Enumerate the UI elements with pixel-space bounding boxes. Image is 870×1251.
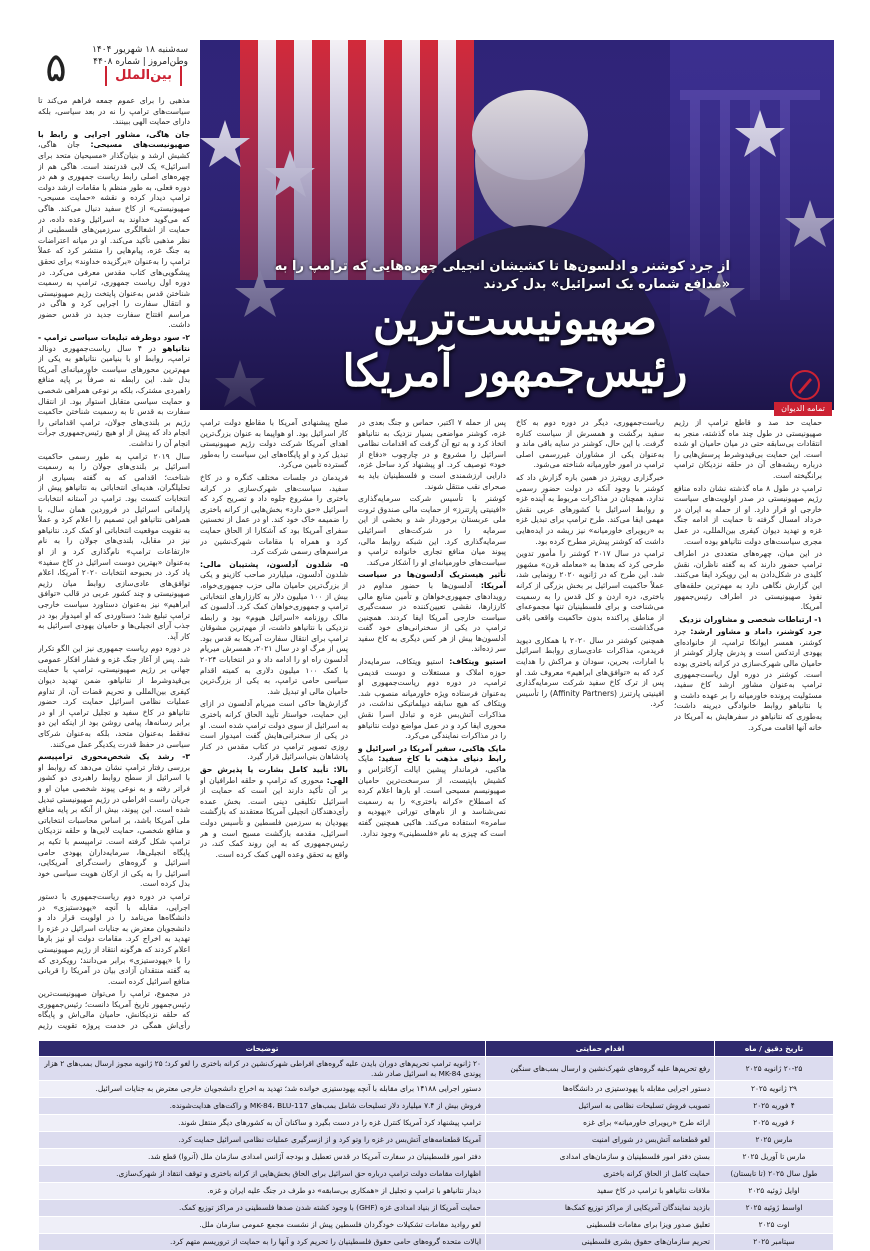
- column-badge: [774, 368, 832, 416]
- paragraph-lead: مایک هاکبی، سفیر آمریکا در اسرائیل و رابط دنیای مذهب با کاخ سفید:: [358, 743, 506, 764]
- cell-date: مارس ۲۰۲۵: [715, 1132, 834, 1149]
- table-row: [39, 1166, 834, 1183]
- cell-date: طول سال ۲۰۲۵ (تا تابستان): [715, 1166, 834, 1183]
- paragraph-text: مذهبی را برای عموم جمعه فراهم می‌کند تا سیاست‌های ترامپ را نه در بعد سیاسی، بلکه دارای حمایت الهی ببینند.: [38, 96, 190, 127]
- paragraph: [38, 644, 190, 750]
- paragraph-text: گزارش‌ها حاکی است میریام آدلسون در ازای این حمایت، خواستار تأیید الحاق کرانه باختری به اسرائیل از سوی دولت ترامپ شده است. او در یکی از سخنرانی‌هایش گفت امیدوار است روزی تصویر ترامپ در کتاب مقدس در کنار پادشاهان بنی‌اسرائیل قرار گیرد.: [200, 699, 348, 762]
- paragraph-lead: ۳- رشد یک شخص‌محوری ترامپیسم: [38, 752, 190, 762]
- cell-explanation: حمایت آمریکا از بنیاد امدادی غزه (GHF) با وجود کشته شدن صدها فلسطینی در مراکز توزیع کمک.: [39, 1200, 486, 1217]
- paragraph: [38, 752, 190, 890]
- paragraph: [516, 636, 664, 710]
- cell-action: لغو قطعنامه آتش‌بس در شورای امنیت: [486, 1132, 715, 1149]
- paragraph-text: ترامپ در طول ۸ ماه گذشته نشان داده منافع رژیم صهیونیستی در صدر اولویت‌های سیاست خارجی او قرار دارد. او از حمله به ایران در خرداد امسال گرفته تا حمایت از ادامه جنگ غزه و تهدید دیوان کیفری بین‌المللی، در عمل مجری سیاست‌های دولت نتانیاهو بوده است.: [674, 483, 822, 546]
- paragraph: [358, 418, 506, 492]
- paragraph-text: در این میان، چهره‌های متعددی در اطراف ترامپ حضور دارند که به گفته ناظران، نقش کلیدی در شکل‌دادن به این رویکرد ایفا می‌کنند. این گزارش نگاهی دارد به مهم‌ترین حلقه‌های نفوذ صهیونیستی در اطراف رئیس‌جمهور آمریکا.: [674, 549, 822, 612]
- paragraph: [38, 452, 190, 643]
- paragraph: [358, 494, 506, 568]
- paragraph: [358, 744, 506, 839]
- paragraph-text: حمایت حد صد و قاطع ترامپ از رژیم صهیونیستی در طول چند ماه گذشته، منجر به انتقادات بی‌سابقه حتی در میان حامیان او شده است. این حمایت بی‌قیدوشرط پرسش‌هایی را درباره ریشه‌های آن در حلقه نزدیکان ترامپ برانگیخته است.: [674, 418, 822, 480]
- table-row: [39, 1200, 834, 1217]
- paragraph-text: در ۴ سال ریاست‌جمهوری دونالد ترامپ، روابط او با بنیامین نتانیاهو به یکی از مهم‌ترین محورهای سیاست خاورمیانه‌ای آمریکا بدل شد. این رابطه نه صرفاً بر پایه منافع راهبردی مشترک، بلکه بر نوعی همراهی شخصی و حمایت سیاسی متقابل استوار بود. از انتقال سفارت به قدس تا به رسمیت شناختن حاکمیت رژیم بر بلندی‌های جولان، ترامپ اقداماتی را انجام داد که پیش از او هیچ رئیس‌جمهوری جرأت انجام آن را نداشت.: [38, 343, 190, 448]
- cell-date: ۶ فوریه ۲۰۲۵: [715, 1115, 834, 1132]
- paragraph: [516, 418, 664, 471]
- left-column: [38, 96, 190, 1030]
- date-line: سه‌شنبه ۱۸ شهریور ۱۴۰۴: [92, 45, 188, 55]
- table-row: [39, 1057, 834, 1081]
- issue-line: وطن‌امروز | شماره ۴۴۰۸: [93, 57, 188, 67]
- paragraph-text: شلدون آدلسون، میلیاردر صاحب کازینو و یکی از بزرگ‌ترین حامیان مالی حزب جمهوری‌خواه، بیش از ۱۰۰ میلیون دلار به کارزارهای انتخاباتی ترامپ و جمهوری‌خواهان کمک کرد. آدلسون که مالک روزنامه «اسرائیل هیوم» بود و رابطه نزدیکی با نتانیاهو داشت، از مهم‌ترین مشوقان ترامپ برای انتقال سفارت آمریکا به قدس بود. پس از مرگ او در سال ۲۰۲۱، همسرش میریام آدلسون راه او را ادامه داد و در انتخابات ۲۰۲۴ با کمک ۱۰۰ میلیون دلاری به کمیته اقدام سیاسی حامی ترامپ، به یکی از بزرگ‌ترین حامیان مالی او تبدیل شد.: [200, 570, 348, 696]
- cell-date: ۲۹ ژانویه ۲۰۲۵: [715, 1081, 834, 1098]
- article-column-4: [674, 418, 822, 1030]
- paragraph-text: ریاست‌جمهوری، دیگر در دوره دوم به کاخ سفید برگشت و همسرش از سیاست کناره گرفت. با این حال، کوشنر در سایه باقی ماند و به‌عنوان یکی از مشاوران غیررسمی اصلی ترامپ در امور خاورمیانه شناخته می‌شود.: [516, 418, 664, 470]
- paragraph-text: مایک هاکبی، فرماندار پیشین ایالت آرکانزاس و کشیش باپتیست، از سرسخت‌ترین حامیان صهیونیسم مسیحی است. او بارها اعلام کرده که اصطلاح «کرانه باختری» را به رسمیت نمی‌شناسد و از نام‌های توراتی «یهودیه و سامره» استفاده می‌کند. هاکبی همچنین گفته است که چیزی به نام «فلسطینی» وجود ندارد.: [358, 754, 506, 838]
- table-row: [39, 1234, 834, 1251]
- cell-explanation: ترامپ پیشنهاد کرد آمریکا کنترل غزه را در دست بگیرد و ساکنان آن به کشورهای دیگر منتقل شوند.: [39, 1115, 486, 1132]
- table-row: [39, 1115, 834, 1132]
- table-row: [39, 1081, 834, 1098]
- table-row: [39, 1217, 834, 1234]
- paragraph: [200, 699, 348, 763]
- paragraph-text: محوری که ترامپ و حلقه اطرافیان او بر آن تأکید دارند این است که حمایت از اسرائیل تکلیفی دینی است. بخش عمده رأی‌دهندگان انجیلی آمریکا معتقدند که بازگشت یهودیان به سرزمین فلسطین و تأسیس دولت اسرائیل، مقدمه بازگشت مسیح است و هر رئیس‌جمهوری که به این روند کمک کند، در واقع به تحقق وعده الهی کمک کرده است.: [200, 775, 348, 859]
- paragraph-text: کوشنر با تأسیس شرکت سرمایه‌گذاری «افینیتی پارتنرز» از حمایت مالی صندوق ثروت ملی عربستان برخوردار شد و بخشی از این سرمایه را در شرکت‌های اسرائیلی سرمایه‌گذاری کرد. این شبکه روابط مالی، پیوند میان منافع تجاری خانواده ترامپ و سیاست‌های خاورمیانه‌ای او را آشکار می‌کند.: [358, 494, 506, 567]
- badge-label: تمامه الدیوان: [774, 402, 832, 416]
- paragraph-text: استیو ویتکاف، سرمایه‌دار حوزه املاک و مستغلات و دوست قدیمی ترامپ، در دوره دوم ریاست‌جمهوری او به‌عنوان فرستاده ویژه خاورمیانه منصوب شد. ویتکاف که هیچ سابقه دیپلماتیکی نداشت، در مذاکرات آتش‌بس غزه و تبادل اسرا نقش محوری ایفا کرد و در عمل مواضع دولت نتانیاهو را در مذاکرات نمایندگی می‌کرد.: [358, 657, 506, 741]
- paragraph-text: پس از حمله ۷ اکتبر، حماس و جنگ بعدی در غزه، کوشنر مواضعی بسیار نزدیک به نتانیاهو اتخاذ کرد و به ‌تبع آن گرفت که اقدامات نظامی اسرائیل را مشروع و در چارچوب «دفاع از خود» توصیف کرد. او پیشنهاد کرد ساحل غزه، دارایی ارزشمندی است و فلسطینیان باید به صحرای نقب منتقل شوند.: [358, 418, 506, 491]
- timeline-table: [38, 1040, 834, 1251]
- hero-title: [290, 294, 740, 398]
- paragraph-lead: ۱- ارتباطات شخصی و مشاوران نزدیک: [679, 614, 822, 624]
- paragraph-text: در مجموع، ترامپ را می‌توان صهیونیست‌ترین رئیس‌جمهور تاریخ آمریکا دانست؛ رئیس‌جمهوری که حلقه نزدیکانش، حامیان مالی‌اش و پایگاه رأی‌اش همگی در خدمت پروژه تقویت رژیم: [38, 989, 190, 1030]
- cell-date: اوت ۲۰۲۵: [715, 1217, 834, 1234]
- cell-action: تصویب فروش تسلیحات نظامی به اسرائیل: [486, 1098, 715, 1115]
- paragraph: [38, 96, 190, 128]
- cell-explanation: دفتر امور فلسطینیان در سفارت آمریکا در قدس تعطیل و بودجه آژانس امدادی سازمان ملل (آنروا) قطع شد.: [39, 1149, 486, 1166]
- paragraph: [200, 560, 348, 698]
- cell-date: اواسط ژوئیه ۲۰۲۵: [715, 1200, 834, 1217]
- table-row: [39, 1132, 834, 1149]
- cell-explanation: دیدار نتانیاهو با ترامپ و تجلیل از «همکاری بی‌سابقه» دو طرف در جنگ علیه ایران و غزه.: [39, 1183, 486, 1200]
- cell-date: اوایل ژوئیه ۲۰۲۵: [715, 1183, 834, 1200]
- paragraph: [674, 615, 822, 626]
- cell-action: ملاقات نتانیاهو با ترامپ در کاخ سفید: [486, 1183, 715, 1200]
- cell-action: تحریم سازمان‌های حقوق بشری فلسطینی: [486, 1234, 715, 1251]
- masthead-info: [76, 44, 188, 68]
- paragraph: [358, 657, 506, 742]
- hero-subtitle: از جرد کوشنر و ادلسون‌ها تا کشیشان انجیلی چهره‌هایی که ترامپ را به «مدافع شماره یک اسرائیل» بدل کردند: [274, 259, 730, 292]
- paragraph: [674, 627, 822, 733]
- cell-action: ارائه طرح «ریویرای خاورمیانه» برای غزه: [486, 1115, 715, 1132]
- cell-date: سپتامبر ۲۰۲۵: [715, 1234, 834, 1251]
- table-row: [39, 1098, 834, 1115]
- paragraph-text: جان هاگی، کشیش ارشد و بنیان‌گذار «مسیحیان متحد برای اسرائیل» یک لابی قدرتمند است. هاگی هم از چهره‌های اصلی رابط ریاست جمهوری و هم در دوره فعلی، به طور منظم با مقامات ارشد دولت ترامپ دیدار کرده و نقشه «حمایت مسیحی-صهیونیستی» از کاخ سفید دنبال می‌کند. هاگی که می‌گوید خداوند به اسرائیل وعده داده، در حمایت از اشغالگری سرزمین‌های فلسطینی از نظر مذهبی تأکید می‌کند. او در میانه اعتراضات به جنگ غزه، پیام‌هایی را منتشر کرد که عملاً ترامپ را به‌عنوان «برگزیده خداوند» برای تحقق پیشگویی‌های کتاب مقدس معرفی می‌کرد. در دوره اول ریاست جمهوری، ترامپ به رسمیت شناختن قدس به‌عنوان پایتخت رژیم صهیونیستی و انتقال سفارت را اجرایی کرد و هاگی در مراسم افتتاح سفارت جدید در قدس حضور داشت.: [38, 140, 190, 330]
- page-number: ۵: [45, 45, 67, 91]
- paragraph: [200, 765, 348, 860]
- cell-date: ۴ فوریه ۲۰۲۵: [715, 1098, 834, 1115]
- cell-action: رفع تحریم‌ها علیه گروه‌های شهرک‌نشین و ارسال بمب‌های سنگین: [486, 1057, 715, 1081]
- paragraph-text: آدلسون‌ها با حضور مداوم در رویدادهای جمهوری‌خواهان و تأمین منابع مالی کارزارها، نقشی تعیین‌کننده در سمت‌گیری سیاست خارجی آمریکا ایفا کردند. همچنین ترامپ در یکی از سخنرانی‌های خود گفت آدلسون‌ها بیش از هر کس دیگری به کاخ سفید سر زده‌اند.: [358, 580, 506, 654]
- paragraph: [38, 989, 190, 1030]
- cell-explanation: دستور اجرایی ۱۴۱۸۸ برای مقابله با آنچه یهودستیزی خوانده شد؛ تهدید به اخراج دانشجویان خارجی معترض به جنایات اسرائیل.: [39, 1081, 486, 1098]
- paragraph: [674, 549, 822, 613]
- cell-explanation: فروش بیش از ۷.۴ میلیارد دلار تسلیحات شامل بمب‌های MK-84، BLU-117 و راکت‌های هدایت‌شونده.: [39, 1098, 486, 1115]
- paragraph-lead: تأثیر هیستریک آدلسون‌ها در سیاست آمریکا:: [358, 570, 506, 590]
- article-column-2: [358, 418, 506, 1030]
- cell-explanation: ۲۰ ژانویه ترامپ تحریم‌های دوران بایدن علیه گروه‌های افراطی شهرک‌نشین در کرانه باختری را لغو کرد؛ ۲۵ ژانویه مجوز ارسال بمب‌های ۲ هزار پوندی MK-84 به اسرائیل صادر شد.: [39, 1057, 486, 1081]
- paragraph: [200, 473, 348, 558]
- header-date: تاریخ دقیق / ماه: [715, 1041, 834, 1057]
- header-action: اقدام حمایتی: [486, 1041, 715, 1057]
- paragraph: [358, 570, 506, 655]
- paragraph-text: فریدمان در جلسات مختلف کنگره و در کاخ سفید، سیاست‌های شهرک‌سازی در کرانه باختری را مشروع جلوه داد و تصریح کرد که اسرائیل «حق دارد» بخش‌هایی از کرانه باختری را ضمیمه خاک خود کند. او در عمل از نخستین سفرای آمریکا بود که آشکارا از الحاق حمایت کرد و همراه با مقامات شهرک‌نشین در مراسم‌های رسمی شرکت کرد.: [200, 472, 348, 557]
- paragraph-lead: جان هاگی، مشاور اجرایی و رابط با صهیونیست‌های مسیحی:: [38, 129, 190, 150]
- cell-explanation: لغو روادید مقامات تشکیلات خودگردان فلسطین پیش از نشست مجمع عمومی سازمان ملل.: [39, 1217, 486, 1234]
- timeline-header-row: [39, 1041, 834, 1057]
- paragraph: [38, 130, 190, 331]
- paragraph: [516, 549, 664, 634]
- paragraph-lead: ۵- شلدون آدلسون، پشتیبان مالی:: [200, 559, 348, 569]
- paragraph: [38, 892, 190, 987]
- paragraph-lead: ۲- سود دوطرفه تبلیغات سیاسی ترامپ - نتانیاهو: [38, 333, 190, 353]
- quill-icon: [790, 370, 820, 400]
- cell-action: بستن دفتر امور فلسطینیان و سازمان‌های امدادی: [486, 1149, 715, 1166]
- paragraph-text: سال ۲۰۱۹ ترامپ به طور رسمی حاکمیت اسرائیل بر بلندی‌های جولان را به رسمیت شناخت؛ اقدامی که به گفته بسیاری از تحلیلگران، هدیه‌ای انتخاباتی به نتانیاهو پیش از انتخابات کنست بود. ترامپ در آستانه انتخابات پارلمانی اسرائیل در فروردین همان سال، با همراهی نتانیاهو این تصمیم را اعلام کرد و عملاً به تقویت موقعیت انتخاباتی او کمک کرد. نتانیاهو نیز در مقابل، بلندی‌های جولان را به نام «ارتفاعات ترامپ» نام‌گذاری کرد و از او به‌عنوان «بهترین دوست اسرائیل در کاخ سفید» یاد کرد. در بحبوحه انتخابات ۲۰۲۰ آمریکا، اعلام توافق‌های عادی‌سازی روابط میان رژیم صهیونیستی و چند کشور عربی در قالب «توافق ابراهیم» نیز به‌عنوان دستاورد سیاست خارجی ترامپ تبلیغ شد؛ دستاوردی که او امیدوار بود در جذب آرای انجیلی‌ها و حامیان یهودی اسرائیل به کار آید.: [38, 451, 190, 641]
- paragraph-text: خبرگزاری رویترز در همین باره گزارش داد که کوشنر با وجود آنکه در دولت حضور رسمی ندارد، همچنان در مذاکرات مربوط به آینده غزه و روابط اسرائیل با کشورهای عربی نقش مهمی ایفا می‌کند. طرح ترامپ برای تبدیل غزه به «ریویرای خاورمیانه» نیز ریشه در ایده‌هایی داشت که کوشنر پیش‌تر مطرح کرده بود.: [516, 472, 664, 546]
- paragraph-lead: استیو ویتکاف:: [449, 657, 506, 667]
- cell-date: ۲۰-۲۵ ژانویه ۲۰۲۵: [715, 1057, 834, 1081]
- table-row: [39, 1183, 834, 1200]
- paragraph-text: صلح پیشنهادی آمریکا با مقاطع دولت ترامپ کار اسرائیل بود. او هواپیما به عنوان بزرگ‌ترین اهدای آمریکا شرکت دولت رژیم صهیونیستی تبدیل کرد و او پایگاه‌های این سیاست را به‌طور گسترده تأمین می‌کرد.: [200, 418, 348, 470]
- article-column-1: [200, 418, 348, 1030]
- hero-image: [200, 40, 834, 410]
- hero-title-line1: صهیونیست‌ترین: [373, 294, 657, 345]
- cell-explanation: ایالات متحده گروه‌های حامی حقوق فلسطینیان را تحریم کرد و آنها را به حمایت از تروریسم متهم کرد.: [39, 1234, 486, 1251]
- table-row: [39, 1149, 834, 1166]
- section-label: بین‌الملل: [105, 66, 182, 86]
- cell-action: بازدید نمایندگان آمریکایی از مراکز توزیع کمک‌ها: [486, 1200, 715, 1217]
- cell-action: حمایت کامل از الحاق کرانه باختری: [486, 1166, 715, 1183]
- cell-explanation: آمریکا قطعنامه‌های آتش‌بس در غزه را وتو کرد و از ازسرگیری عملیات نظامی اسرائیل حمایت کرد.: [39, 1132, 486, 1149]
- paragraph-text: در دوره دوم ریاست جمهوری نیز این الگو تکرار شد. پس از آغاز جنگ غزه و فشار افکار عمومی جهانی بر رژیم صهیونیستی، ترامپ با حمایت بی‌قیدوشرط از نتانیاهو، ضمن تهدید دیوان کیفری بین‌المللی و تحریم قضات آن، از تداوم عملیات نظامی اسرائیل حمایت کرد. حضور نتانیاهو در کاخ سفید و تجلیل ترامپ از او در برابر رسانه‌ها، پیامی روشن بود از اینکه این دو نه‌فقط به‌عنوان متحد، بلکه به‌عنوان شرکای سیاسی در حفظ قدرت یکدیگر عمل می‌کنند.: [38, 644, 190, 749]
- paragraph-lead: بالا: تأیید کامل بشارت یا پذیرش حق الهی:: [200, 765, 348, 785]
- cell-action: تعلیق صدور ویزا برای مقامات فلسطینی: [486, 1217, 715, 1234]
- paragraph-text: ترامپ در سال ۲۰۱۷ کوشنر را مأمور تدوین طرحی کرد که بعدها به «معامله قرن» مشهور شد. این طرح که در ژانویه ۲۰۲۰ رونمایی شد، عملاً حاکمیت اسرائیل بر بخش بزرگی از کرانه باختری، دره اردن و کل قدس را به رسمیت می‌شناخت و برای فلسطینیان تنها مجموعه‌ای از مناطق پراکنده بدون حاکمیت واقعی باقی می‌گذاشت.: [516, 549, 664, 633]
- cell-date: مارس تا آوریل ۲۰۲۵: [715, 1149, 834, 1166]
- paragraph: [38, 333, 190, 450]
- paragraph: [674, 484, 822, 548]
- paragraph: [674, 418, 822, 482]
- paragraph-text: بررسی رفتار ترامپ نشان می‌دهد که روابط او با اسرائیل از سطح روابط راهبردی دو کشور فراتر رفته و به نوعی پیوند شخصی میان او و جریان راست افراطی در رژیم صهیونیستی تبدیل شده است. این پیوند، بیش از آنکه بر پایه منافع ملی آمریکا باشد، بر اساس محاسبات انتخاباتی و منافع شخصی، حمایت لابی‌ها و حلقه نزدیکان ترامپ شکل گرفته است. ترامپیسم با تکیه بر پایگاه انجیلی‌ها، سرمایه‌داران یهودی حامی اسرائیل و گروه‌های راست‌گرای آمریکایی، اسرائیل را به یکی از ارکان هویت سیاسی خود بدل کرده است.: [38, 762, 190, 889]
- paragraph-text: همچنین کوشنر در سال ۲۰۲۰ با همکاری دیوید فریدمن، مذاکرات عادی‌سازی روابط اسرائیل با امارات، بحرین، سودان و مراکش را هدایت کرد که به «توافق‌های ابراهیم» معروف شد. او پس از ترک کاخ سفید شرکت سرمایه‌گذاری افینیتی پارتنرز (Affinity Partners) را تأسیس کرد.: [516, 635, 664, 709]
- article-column-3: [516, 418, 664, 1030]
- paragraph-text: جرد کوشنر، همسر ایوانکا ترامپ، از خانواده‌ای یهودی ارتدکس است و پدرش چارلز کوشنر از حامیان مالی شهرک‌سازی در کرانه باختری بوده است. کوشنر در دوره اول ریاست‌جمهوری ترامپ به‌عنوان مشاور ارشد کاخ سفید، مسئولیت پرونده خاورمیانه را بر عهده داشت و با نتانیاهو روابط خانوادگی دیرینه داشت؛ به‌طوری که نتانیاهو در سفرهایش به آمریکا در خانه آنها اقامت می‌کرد.: [674, 627, 822, 732]
- paragraph: [200, 418, 348, 471]
- paragraph-text: ترامپ در دوره دوم ریاست‌جمهوری با دستور اجرایی، مقابله با آنچه «یهودستیزی» در دانشگاه‌ها می‌نامد را در اولویت قرار داد و دانشجویان معترض به جنایات اسرائیل در غزه را تهدید به اخراج کرد. مقامات دولت او نیز بارها اعلام کردند که هرگونه انتقاد از رژیم صهیونیستی را با «یهودستیزی» برابر می‌دانند؛ رویکردی که به گفته منتقدان آزادی بیان در آمریکا را قربانی منافع اسرائیل کرده است.: [38, 891, 190, 986]
- paragraph: [516, 473, 664, 547]
- cell-explanation: اظهارات مقامات دولت ترامپ درباره حق اسرائیل برای الحاق بخش‌هایی از کرانه باختری و توقف انتقاد از شهرک‌سازی.: [39, 1166, 486, 1183]
- cell-action: دستور اجرایی مقابله با یهودستیزی در دانشگاه‌ها: [486, 1081, 715, 1098]
- header-explanation: توضیحات: [39, 1041, 486, 1057]
- masthead: [38, 40, 188, 92]
- hero-title-line2: رئیس‌جمهور آمریکا: [342, 346, 688, 397]
- paragraph-lead: جرد کوشنر، داماد و مشاور ارشد:: [690, 627, 822, 637]
